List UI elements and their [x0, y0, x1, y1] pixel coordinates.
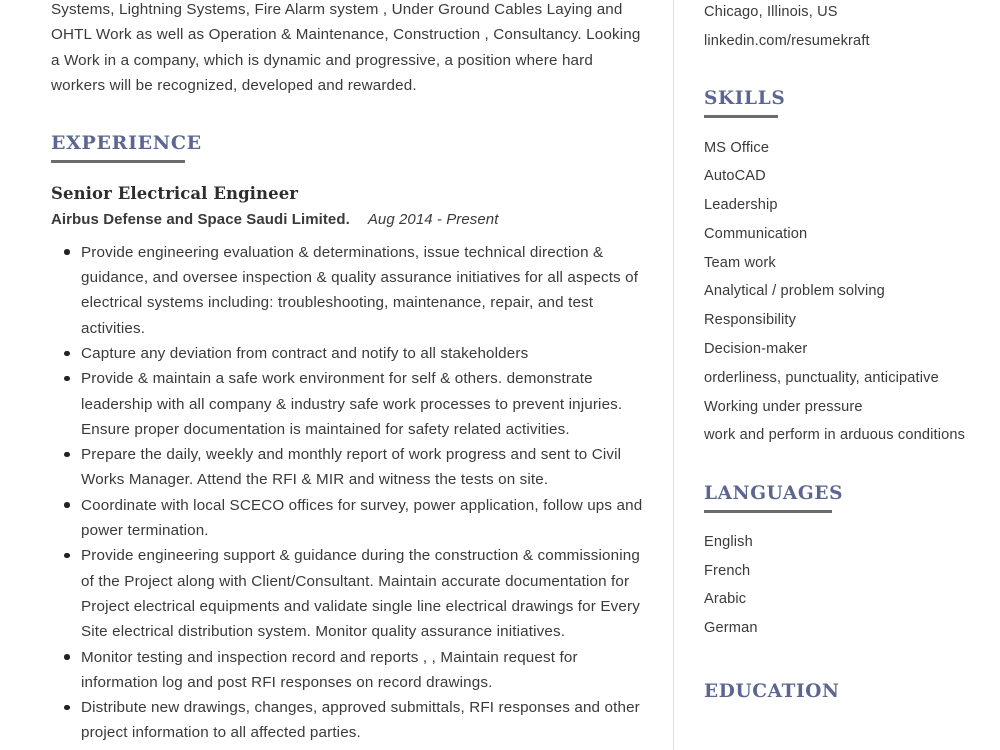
list-item: German [704, 620, 758, 637]
skills-heading-rule [704, 115, 778, 118]
list-item: English [704, 533, 753, 550]
list-item: Arabic [704, 591, 747, 608]
bullet-dot-icon [64, 376, 70, 382]
list-item-text: Capture any deviation from contract and notify to all stakeholders [81, 345, 529, 362]
list-item: Leadership [704, 197, 778, 214]
list-item [51, 645, 651, 696]
list-item-text: Coordinate with local SCECO offices for survey, power application, follow ups and power termination. [81, 496, 643, 540]
skills-section [704, 90, 980, 450]
bullet-dot-icon [64, 502, 70, 508]
bullet-dot-icon [64, 351, 70, 357]
job-company: Airbus Defense and Space Saudi Limited. [51, 211, 350, 229]
list-item [51, 341, 651, 366]
experience-section-header [51, 134, 653, 163]
job-dates: Aug 2014 - Present [367, 211, 499, 229]
list-item-text: Prepare the daily, weekly and monthly report of work progress and sent to Civil Works Manager. Attend the RFI & MIR and witness the tests on site. [81, 446, 622, 489]
list-item: Team work [704, 254, 776, 271]
bullet-dot-icon [64, 705, 70, 711]
list-item: Communication [704, 225, 808, 242]
bullet-dot-icon [64, 654, 70, 660]
list-item: Decision-maker [704, 341, 808, 358]
bullet-dot-icon [64, 249, 70, 255]
languages-heading: LANGUAGES [704, 483, 844, 505]
list-item: AutoCAD [704, 168, 766, 185]
job-title: Senior Electrical Engineer [51, 183, 299, 203]
experience-heading-rule [51, 160, 185, 163]
list-item-text: Provide & maintain a safe work environment for self & others. demonstrate leadership with all company & industry safe work processes to prevent injuries. Ensure proper documentation is maintained for safety related activities. [81, 370, 623, 438]
languages-heading-rule [704, 510, 832, 513]
languages-list [704, 528, 980, 643]
list-item [51, 442, 651, 493]
list-item: MS Office [704, 139, 770, 156]
contact-location: Chicago, Illinois, US [704, 4, 838, 20]
right-sidebar [673, 0, 1000, 750]
skills-heading: SKILLS [704, 88, 786, 109]
skills-list [704, 134, 980, 451]
job-meta-line [51, 210, 653, 230]
list-item-text: Provide engineering evaluation & determinations, issue technical direction & guidance, and oversee inspection & quality assurance initiatives for all aspects of electrical systems including: troubleshooting, maintenance, repair, and test activities. [81, 243, 639, 337]
list-item [51, 366, 651, 442]
list-item [51, 695, 651, 746]
summary-paragraph: Systems, Lightning Systems, Fire Alarm system , Under Ground Cables Laying and OHTL Work as well as Operation & Maintenance, Construction , Consultancy. Looking a Work in a company, which is dynamic and progressive, a position where hard workers will be recognized, developed and rewarded. [51, 1, 641, 94]
education-section [704, 680, 980, 702]
list-item-text: Monitor testing and inspection record and reports , , Maintain request for information log and post RFI responses on record drawings. [81, 648, 578, 691]
list-item: orderliness, punctuality, anticipative [704, 369, 939, 386]
list-item-text: Provide engineering support & guidance during the construction & commissioning of the Project along with Client/Consultant. Maintain accurate documentation for Project electrical equipments and validate single line electrical drawings for Every Site electrical distribution system. Monitor quality assurance initiatives. [81, 547, 640, 641]
list-item [51, 543, 651, 644]
list-item: Analytical / problem solving [704, 283, 885, 300]
experience-entry [51, 184, 653, 746]
bullet-dot-icon [64, 452, 70, 458]
contact-block [704, 0, 980, 56]
list-item [51, 240, 651, 341]
list-item: Working under pressure [704, 398, 863, 415]
list-item: Responsibility [704, 312, 797, 329]
experience-heading: EXPERIENCE [51, 132, 202, 155]
bullet-dot-icon [64, 553, 70, 559]
list-item: work and perform in arduous conditions [704, 427, 966, 444]
education-heading: EDUCATION [704, 680, 840, 702]
job-responsibility-list [51, 240, 651, 746]
languages-section [704, 485, 980, 643]
list-item: French [704, 562, 751, 579]
list-item-text: Distribute new drawings, changes, approved submittals, RFI responses and other project information to all affected parties. [81, 699, 640, 742]
list-item [51, 493, 651, 544]
contact-linkedin[interactable]: linkedin.com/resumekraft [704, 33, 870, 49]
